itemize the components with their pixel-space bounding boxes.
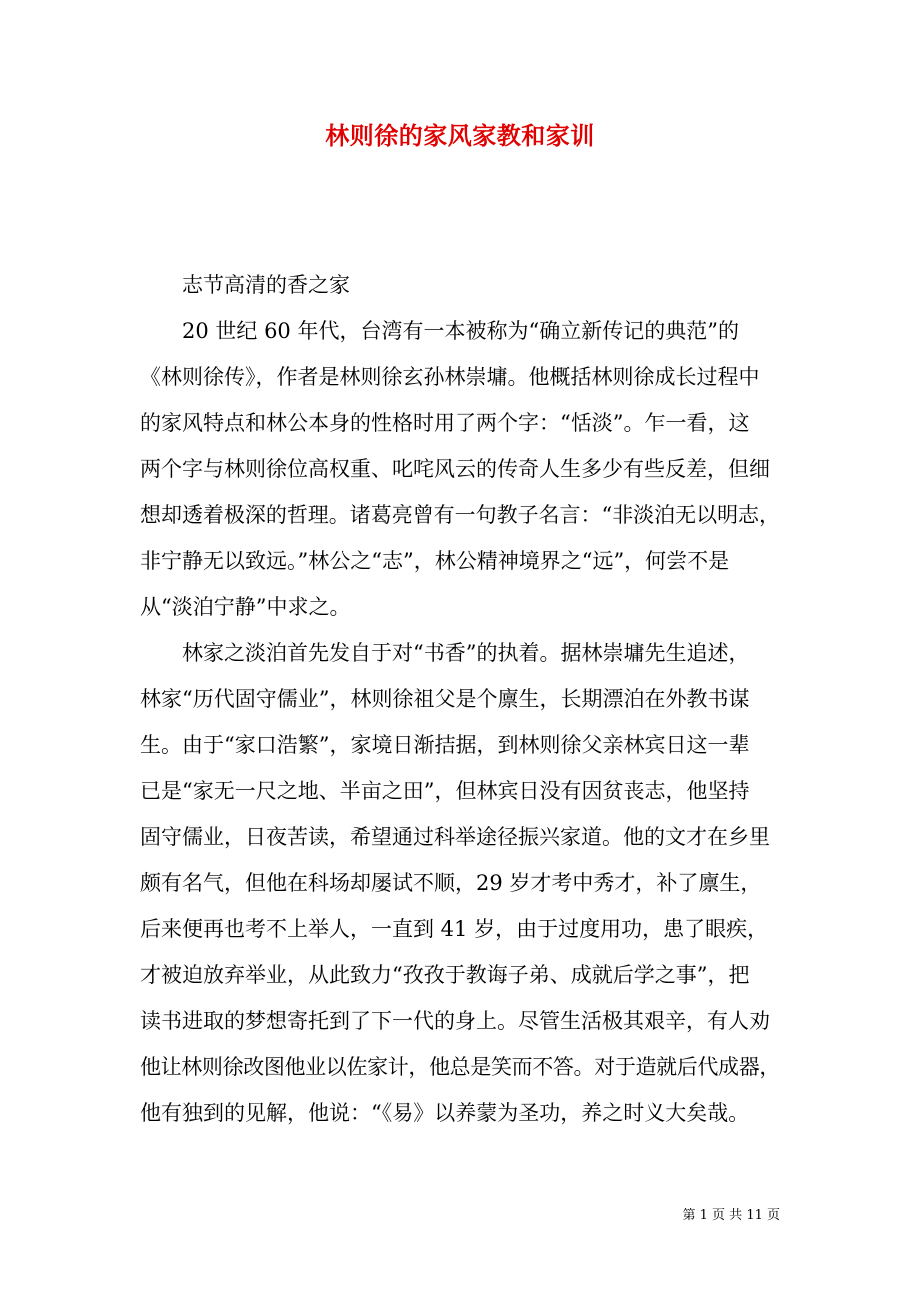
text-line: 才被迫放弃举业，从此致力“孜孜于教诲子弟、成就后学之事”，把 <box>140 963 750 987</box>
text-line: 林家之淡泊首先发自于对“书香”的执着。据林崇墉先生追述， <box>182 641 750 665</box>
text-line: 读书进取的梦想寄托到了下一代的身上。尽管生活极其艰辛，有人劝 <box>140 1009 770 1033</box>
text-line: 志节高清的香之家 <box>182 273 350 297</box>
text-line: 他有独到的见解，他说：“《易》以养蒙为圣功，养之时义大矣哉。 <box>140 1101 750 1125</box>
text-line: 固守儒业，日夜苦读，希望通过科举途径振兴家道。他的文才在乡里 <box>140 825 770 849</box>
text-line: 已是“家无一尺之地、半亩之田”，但林宾日没有因贫丧志，他坚持 <box>140 779 750 803</box>
text-line: 他让林则徐改图他业以佐家计，他总是笑而不答。对于造就后代成器， <box>140 1055 780 1079</box>
text-line: 后来便再也考不上举人，一直到 41 岁，由于过度用功，患了眼疾， <box>140 917 769 941</box>
text-line: 从“淡泊宁静”中求之。 <box>140 595 351 619</box>
text-line: 20 世纪 60 年代，台湾有一本被称为“确立新传记的典范”的 <box>182 319 739 343</box>
text-line: 林家“历代固守儒业”，林则徐祖父是个廪生，长期漂泊在外教书谋 <box>140 687 750 711</box>
text-line: 两个字与林则徐位高权重、叱咤风云的传奇人生多少有些反差，但细 <box>140 457 770 481</box>
page-number: 第 1 页 共 11 页 <box>682 1208 780 1223</box>
text-line: 的家风特点和林公本身的性格时用了两个字：“恬淡”。乍一看，这 <box>140 411 750 435</box>
text-line: 想却透着极深的哲理。诸葛亮曾有一句教子名言：“非淡泊无以明志， <box>140 503 780 527</box>
text-line: 颇有名气，但他在科场却屡试不顺，29 岁才考中秀才，补了廪生， <box>140 871 762 895</box>
text-line: 非宁静无以致远。”林公之“志”，林公精神境界之“远”，何尝不是 <box>140 549 730 573</box>
document-body <box>140 262 780 1136</box>
text-line: 《林则徐传》，作者是林则徐玄孙林崇墉。他概括林则徐成长过程中 <box>140 365 760 389</box>
document-title: 林则徐的家风家教和家训 <box>325 121 595 150</box>
text-line: 生。由于“家口浩繁”，家境日渐拮据，到林则徐父亲林宾日这一辈 <box>140 733 750 757</box>
